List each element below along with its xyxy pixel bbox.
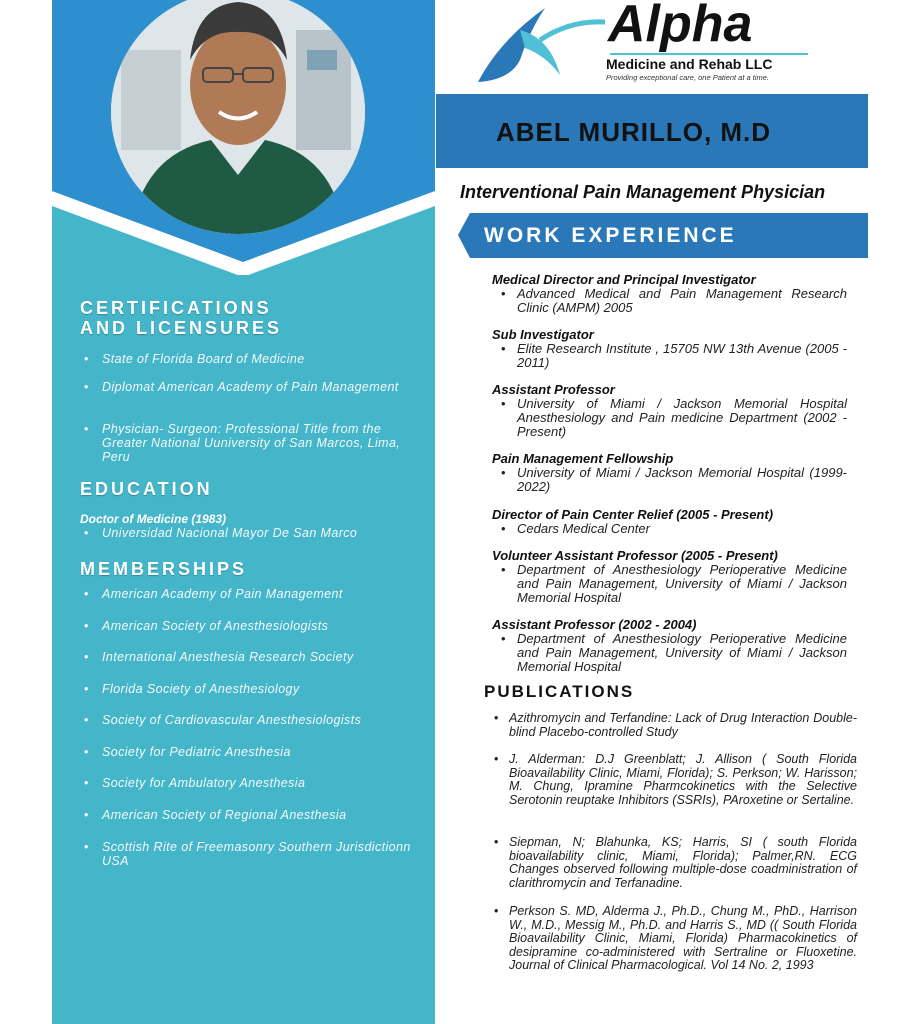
list-item: • Society for Ambulatory Anesthesia bbox=[82, 776, 422, 790]
education-heading: EDUCATION bbox=[80, 479, 213, 499]
job-entry bbox=[492, 328, 847, 370]
list-item: • Society of Cardiovascular Anesthesiologists bbox=[82, 713, 422, 727]
brand-company: Medicine and Rehab LLC bbox=[606, 56, 773, 72]
job-detail: • University of Miami / Jackson Memorial Hospital (1999- 2022) bbox=[492, 466, 847, 494]
work-experience-heading: WORK EXPERIENCE bbox=[484, 224, 737, 247]
job-title: Director of Pain Center Relief (2005 - Present) bbox=[492, 507, 774, 522]
logo-rule bbox=[610, 53, 808, 55]
job-title: Medical Director and Principal Investigator bbox=[492, 272, 756, 287]
brand-tagline: Providing exceptional care, one Patient at a time. bbox=[606, 73, 770, 82]
doctor-name: ABEL MURILLO, M.D bbox=[496, 117, 772, 147]
job-title: Assistant Professor bbox=[492, 382, 615, 397]
doctor-title: Interventional Pain Management Physician bbox=[460, 182, 826, 202]
job-title: Sub Investigator bbox=[492, 327, 594, 342]
publication-item: • J. Alderman: D.J Greenblatt; J. Allison ( South Florida Bioavailability Clinic, Miami, Florida); S. Perkson; W. Harisson; M. Chung, Ipramine Pharmcokinetics with the Selective Serotonin reuptake Inhibitors (SSRIs), PAroxetine or Sertaline. bbox=[492, 753, 857, 807]
list-item: • Society for Pediatric Anesthesia bbox=[82, 745, 422, 759]
alpha-swoosh-icon bbox=[470, 0, 610, 90]
list-item: • American Society of Regional Anesthesia bbox=[82, 808, 422, 822]
memberships-heading: MEMBERSHIPS bbox=[80, 559, 248, 579]
job-entry bbox=[492, 618, 847, 674]
list-item: • State of Florida Board of Medicine bbox=[82, 352, 422, 366]
job-detail: • Cedars Medical Center bbox=[492, 522, 847, 536]
list-item: • Universidad Nacional Mayor De San Marco bbox=[82, 526, 422, 540]
job-entry bbox=[492, 452, 847, 494]
publication-item: • Perkson S. MD, Alderma J., Ph.D., Chung M., PhD., Harrison W., M.D., Messig M., Ph.D. and Harris S., MD (( South Florida Bioavailability Clinic, Miami, Florida) Pharmacokinetics of desipramine co-administered with Sertraline or Fluoxetine. Journal of Clinical Pharmacological. Vol 14 No. 2, 1993 bbox=[492, 905, 857, 973]
certifications-heading-line1: CERTIFICATIONS bbox=[80, 298, 272, 318]
list-item: • American Academy of Pain Management bbox=[82, 587, 422, 601]
job-entry bbox=[492, 383, 847, 439]
job-entry bbox=[492, 549, 847, 605]
certifications-heading bbox=[80, 298, 282, 338]
certifications-heading-line2: AND LICENSURES bbox=[80, 318, 283, 338]
job-title: Pain Management Fellowship bbox=[492, 451, 674, 466]
publications-heading: PUBLICATIONS bbox=[484, 682, 635, 701]
list-item: • Physician- Surgeon: Professional Title from the Greater National Uuniversity of San Marcos, Lima, Peru bbox=[82, 422, 422, 464]
job-entry bbox=[492, 273, 847, 315]
job-detail: • Department of Anesthesiology Perioperative Medicine and Pain Management, University of Miami / Jackson Memorial Hospital bbox=[492, 563, 847, 605]
list-item: • Scottish Rite of Freemasonry Southern Jurisdictionn USA bbox=[82, 840, 422, 868]
education-degree: Doctor of Medicine (1983) bbox=[80, 512, 227, 526]
job-entry bbox=[492, 508, 847, 536]
list-item: • International Anesthesia Research Society bbox=[82, 650, 422, 664]
list-item: • Florida Society of Anesthesiology bbox=[82, 682, 422, 696]
job-detail: • Department of Anesthesiology Perioperative Medicine and Pain Management, University of Miami / Jackson Memorial Hospital bbox=[492, 632, 847, 674]
job-title: Volunteer Assistant Professor (2005 - Present) bbox=[492, 548, 778, 563]
list-item: • American Society of Anesthesiologists bbox=[82, 619, 422, 633]
doctor-portrait-illustration bbox=[111, 0, 365, 234]
company-logo bbox=[470, 0, 830, 90]
doctor-photo bbox=[111, 0, 365, 234]
job-detail: • Elite Research Institute , 15705 NW 13th Avenue (2005 - 2011) bbox=[492, 342, 847, 370]
publication-item: • Siepman, N; Blahunka, KS; Harris, SI ( south Florida bioavailability clinic, Miami, Florida); Palmer,RN. ECG Changes observed following multiple-dose coadministration of clarithromycin and Terfanadine. bbox=[492, 836, 857, 890]
job-detail: • Advanced Medical and Pain Management Research Clinic (AMPM) 2005 bbox=[492, 287, 847, 315]
publication-item: • Azithromycin and Terfandine: Lack of Drug Interaction Double-blind Placebo-controlled Study bbox=[492, 712, 857, 739]
job-detail: • University of Miami / Jackson Memorial Hospital Anesthesiology and Pain medicine Department (2002 - Present) bbox=[492, 397, 847, 439]
list-item: • Diplomat American Academy of Pain Management bbox=[82, 380, 422, 394]
job-title: Assistant Professor (2002 - 2004) bbox=[492, 617, 697, 632]
brand-name: Alpha bbox=[608, 0, 753, 53]
